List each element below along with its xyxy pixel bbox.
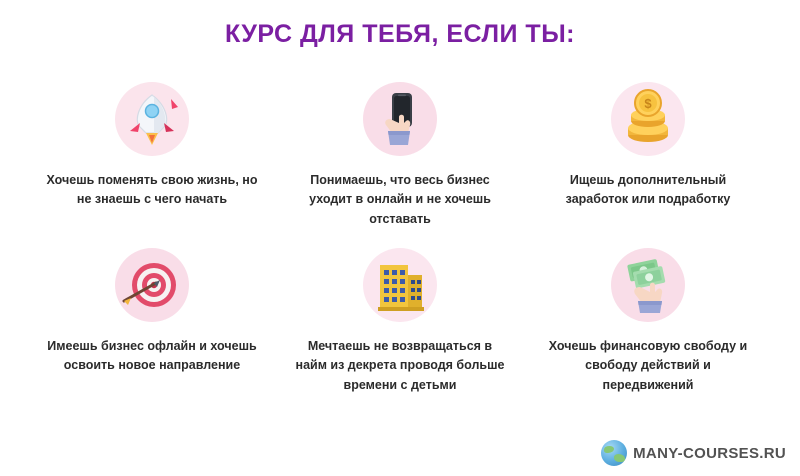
icon-container — [106, 73, 198, 165]
benefit-item — [28, 239, 276, 405]
benefit-item — [276, 239, 524, 405]
benefit-text: Мечтаешь не возвращаться в найм из декрета проводя больше времени с детьми — [295, 339, 505, 392]
icon-container — [354, 239, 446, 331]
benefit-text: Ищешь дополнительный заработок или подработку — [565, 173, 731, 207]
benefit-text: Понимаешь, что весь бизнес уходит в онлайн и не хочешь отставать — [309, 173, 491, 226]
icon-container — [354, 73, 446, 165]
office-building-icon — [364, 249, 436, 321]
coins-stack-icon — [612, 83, 684, 155]
benefit-item — [28, 73, 276, 239]
watermark — [601, 440, 786, 466]
svg-text:$: $ — [644, 96, 652, 111]
benefit-item — [524, 239, 772, 405]
slide-root — [0, 20, 800, 476]
hand-holding-money-icon — [612, 249, 684, 321]
benefit-text: Хочешь финансовую свободу и свободу действий и передвижений — [548, 339, 748, 392]
globe-icon — [601, 440, 627, 466]
benefit-text: Хочешь поменять свою жизнь, но не знаешь с чего начать — [46, 173, 258, 207]
target-dartboard-icon — [116, 249, 188, 321]
benefit-text: Имеешь бизнес офлайн и хочешь освоить новое направление — [47, 339, 257, 373]
hand-holding-phone-icon — [364, 83, 436, 155]
icon-container — [602, 73, 694, 165]
page-title: КУРС ДЛЯ ТЕБЯ, ЕСЛИ ТЫ: — [224, 20, 576, 48]
benefit-item — [524, 73, 772, 239]
rocket-icon — [116, 83, 188, 155]
icon-container — [602, 239, 694, 331]
watermark-label: MANY-COURSES.RU — [633, 444, 786, 462]
icon-container — [106, 239, 198, 331]
benefits-grid — [0, 73, 800, 405]
benefit-item — [276, 73, 524, 239]
